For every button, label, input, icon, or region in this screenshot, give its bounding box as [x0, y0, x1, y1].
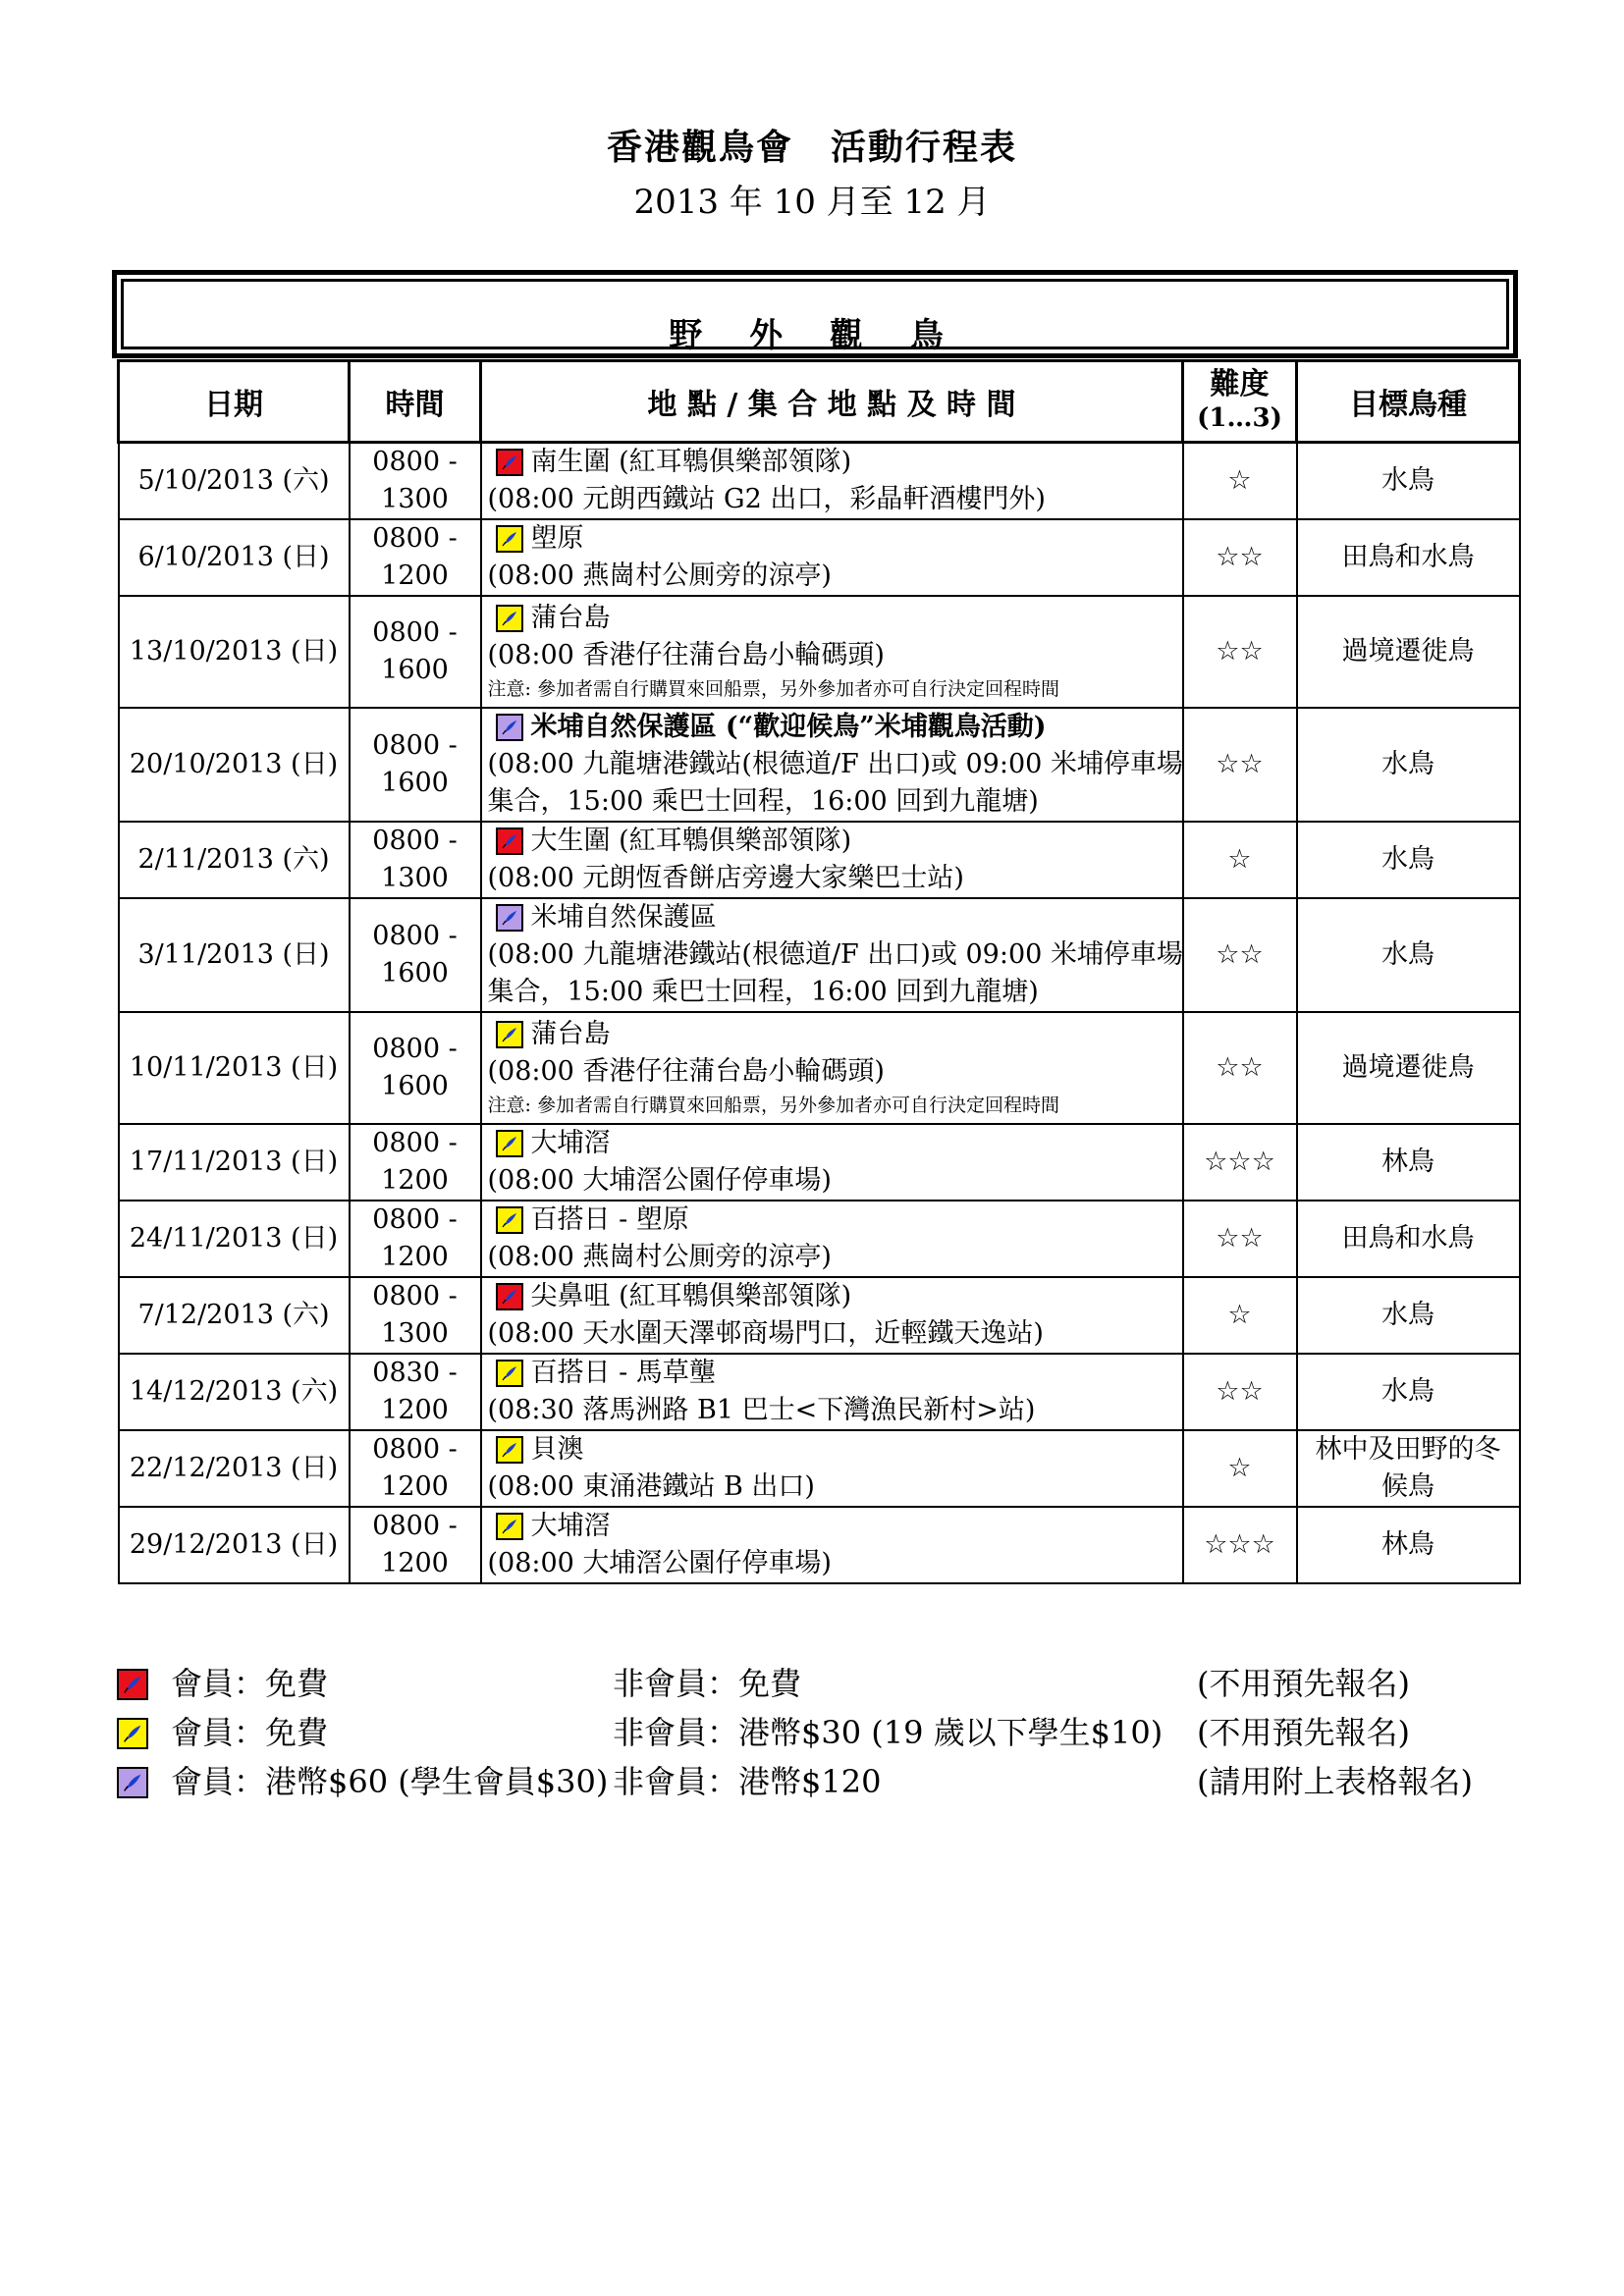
row-time	[350, 822, 481, 898]
page-subtitle: 2013 年 10 月至 12 月	[633, 183, 991, 222]
time-end: 1200	[381, 1548, 449, 1578]
row-location	[481, 1354, 1183, 1430]
time-end: 1200	[381, 1242, 449, 1272]
row-time	[350, 898, 481, 1012]
location-name: 大埔滘	[530, 1511, 611, 1541]
row-date: 5/10/2013 (六)	[119, 443, 350, 520]
row-target: 田鳥和水鳥	[1297, 1201, 1520, 1277]
time-start: 0830 -	[372, 1358, 458, 1388]
purple-bird-icon	[496, 904, 523, 932]
row-target: 田鳥和水鳥	[1297, 519, 1520, 596]
location-name: 米埔自然保護區	[530, 902, 717, 933]
section-title: 野 外 觀 鳥	[669, 316, 961, 355]
legend-nonmember-fee: 非會員：港幣$120	[613, 1763, 882, 1800]
location-line	[488, 1201, 1176, 1239]
legend-nonmember-fee: 非會員：港幣$30 (19 歲以下學生$10)	[613, 1714, 1164, 1751]
purple-bird-icon	[117, 1767, 148, 1798]
row-date: 2/11/2013 (六)	[119, 822, 350, 898]
row-time	[350, 1124, 481, 1201]
row-date: 29/12/2013 (日)	[119, 1507, 350, 1583]
row-date: 10/11/2013 (日)	[119, 1012, 350, 1124]
time-end: 1300	[381, 863, 449, 893]
location-detail: (08:00 九龍塘港鐵站(根德道/F 出口)或 09:00 米埔停車場	[487, 939, 1183, 970]
header-difficulty-label: 難度	[1210, 367, 1270, 401]
table-row	[119, 1012, 1520, 1124]
row-target: 水鳥	[1297, 443, 1520, 520]
location-detail: 集合，15:00 乘巴士回程，16:00 回到九龍塘)	[487, 786, 1039, 817]
time-end: 1600	[381, 655, 449, 685]
location-line	[488, 1278, 1176, 1315]
location-line	[488, 1355, 1176, 1392]
time-start: 0800 -	[372, 921, 458, 951]
row-time	[350, 708, 481, 822]
location-line	[488, 823, 1176, 860]
location-name: 蒲台島	[530, 603, 611, 633]
location-line	[488, 899, 1176, 936]
row-target: 林鳥	[1297, 1124, 1520, 1201]
time-end: 1300	[381, 484, 449, 514]
table-row	[119, 596, 1520, 708]
header-difficulty	[1183, 361, 1297, 443]
yellow-bird-icon	[496, 1021, 523, 1048]
row-target: 水鳥	[1297, 1354, 1520, 1430]
header-difficulty-range: (1…3)	[1197, 403, 1282, 433]
time-start: 0800 -	[372, 826, 458, 856]
row-target: 林鳥	[1297, 1507, 1520, 1583]
location-name: 塱原	[530, 523, 584, 554]
location-detail: (08:00 大埔滘公園仔停車場)	[487, 1548, 832, 1578]
schedule-table	[117, 359, 1521, 1584]
location-name: 米埔自然保護區 (“歡迎候鳥”米埔觀鳥活動)	[530, 712, 1047, 742]
time-start: 0800 -	[372, 1204, 458, 1235]
location-line	[488, 1016, 1176, 1053]
legend-member-fee: 會員：港幣$60 (學生會員$30)	[171, 1763, 609, 1800]
row-location	[481, 1277, 1183, 1354]
time-start: 0800 -	[372, 1281, 458, 1311]
legend-registration: (不用預先報名)	[1197, 1714, 1410, 1751]
time-end: 1200	[381, 1395, 449, 1425]
table-row	[119, 1354, 1520, 1430]
time-start: 0800 -	[372, 617, 458, 648]
time-end: 1200	[381, 561, 449, 591]
location-detail: 集合，15:00 乘巴士回程，16:00 回到九龍塘)	[487, 977, 1039, 1007]
legend-registration: (不用預先報名)	[1197, 1665, 1410, 1702]
location-detail: (08:00 元朗恆香餅店旁邊大家樂巴士站)	[487, 863, 964, 893]
red-bird-icon	[496, 449, 523, 476]
row-difficulty: ☆☆	[1183, 898, 1297, 1012]
table-row	[119, 822, 1520, 898]
row-location	[481, 1201, 1183, 1277]
row-target: 水鳥	[1297, 822, 1520, 898]
row-target: 水鳥	[1297, 1277, 1520, 1354]
location-detail: (08:00 東涌港鐵站 B 出口)	[487, 1471, 815, 1502]
row-location	[481, 1124, 1183, 1201]
location-detail: (08:00 燕崗村公厠旁的涼亭)	[487, 561, 832, 591]
row-date: 13/10/2013 (日)	[119, 596, 350, 708]
legend-row	[117, 1659, 1531, 1708]
row-difficulty: ☆☆	[1183, 1012, 1297, 1124]
row-target: 水鳥	[1297, 708, 1520, 822]
row-date: 17/11/2013 (日)	[119, 1124, 350, 1201]
location-detail: (08:00 香港仔往蒲台島小輪碼頭)	[487, 1056, 885, 1087]
table-row	[119, 1430, 1520, 1507]
row-time	[350, 1277, 481, 1354]
legend-row	[117, 1708, 1531, 1757]
row-date: 20/10/2013 (日)	[119, 708, 350, 822]
location-detail: (08:00 元朗西鐵站 G2 出口，彩晶軒酒樓門外)	[487, 484, 1046, 514]
row-difficulty: ☆	[1183, 1430, 1297, 1507]
row-location	[481, 596, 1183, 708]
row-difficulty: ☆☆☆	[1183, 1507, 1297, 1583]
time-end: 1200	[381, 1471, 449, 1502]
row-difficulty: ☆☆	[1183, 519, 1297, 596]
location-line	[488, 444, 1176, 481]
purple-bird-icon	[496, 714, 523, 741]
row-time	[350, 1430, 481, 1507]
location-name: 大生圍 (紅耳鵯俱樂部領隊)	[530, 826, 852, 856]
location-detail: (08:00 大埔滘公園仔停車場)	[487, 1165, 832, 1196]
table-row	[119, 1507, 1520, 1583]
table-row	[119, 708, 1520, 822]
row-date: 7/12/2013 (六)	[119, 1277, 350, 1354]
location-detail: (08:00 天水圍天澤邨商場門口，近輕鐵天逸站)	[487, 1318, 1044, 1349]
time-end: 1600	[381, 958, 449, 988]
location-name: 貝澳	[530, 1434, 584, 1465]
row-time	[350, 1012, 481, 1124]
row-difficulty: ☆	[1183, 443, 1297, 520]
row-difficulty: ☆	[1183, 822, 1297, 898]
location-detail: (08:30 落馬洲路 B1 巴士<下灣漁民新村>站)	[487, 1395, 1036, 1425]
table-row	[119, 898, 1520, 1012]
row-difficulty: ☆☆☆	[1183, 1124, 1297, 1201]
red-bird-icon	[117, 1669, 148, 1700]
table-row	[119, 1201, 1520, 1277]
table-row	[119, 1124, 1520, 1201]
row-time	[350, 1201, 481, 1277]
row-location	[481, 1507, 1183, 1583]
page-title: 香港觀鳥會 活動行程表	[606, 128, 1017, 168]
row-location	[481, 1012, 1183, 1124]
location-line	[488, 1125, 1176, 1162]
row-time	[350, 1507, 481, 1583]
table-row	[119, 443, 1520, 520]
section-banner	[112, 270, 1518, 358]
row-location	[481, 822, 1183, 898]
row-target: 過境遷徙鳥	[1297, 1012, 1520, 1124]
row-date: 3/11/2013 (日)	[119, 898, 350, 1012]
location-detail: (08:00 香港仔往蒲台島小輪碼頭)	[487, 640, 885, 670]
legend-member-fee: 會員：免費	[171, 1665, 329, 1702]
row-time	[350, 1354, 481, 1430]
row-date: 24/11/2013 (日)	[119, 1201, 350, 1277]
row-location	[481, 708, 1183, 822]
time-start: 0800 -	[372, 1128, 458, 1158]
location-line	[488, 600, 1176, 637]
yellow-bird-icon	[496, 1206, 523, 1234]
header-target: 目標鳥種	[1297, 361, 1520, 443]
time-start: 0800 -	[372, 523, 458, 554]
row-difficulty: ☆	[1183, 1277, 1297, 1354]
row-target: 林中及田野的冬候鳥	[1297, 1430, 1520, 1507]
row-difficulty: ☆☆	[1183, 596, 1297, 708]
time-start: 0800 -	[372, 1434, 458, 1465]
red-bird-icon	[496, 1283, 523, 1310]
location-line	[488, 709, 1176, 746]
row-time	[350, 443, 481, 520]
location-detail: (08:00 燕崗村公厠旁的涼亭)	[487, 1242, 832, 1272]
row-date: 22/12/2013 (日)	[119, 1430, 350, 1507]
location-name: 大埔滘	[530, 1128, 611, 1158]
time-end: 1300	[381, 1318, 449, 1349]
header-location: 地 點 / 集 合 地 點 及 時 間	[481, 361, 1183, 443]
red-bird-icon	[496, 828, 523, 855]
location-line	[488, 1508, 1176, 1545]
time-start: 0800 -	[372, 1511, 458, 1541]
yellow-bird-icon	[496, 1436, 523, 1464]
legend-registration: (請用附上表格報名)	[1197, 1763, 1473, 1800]
table-row	[119, 1277, 1520, 1354]
row-time	[350, 596, 481, 708]
row-location	[481, 898, 1183, 1012]
time-end: 1600	[381, 768, 449, 798]
row-location	[481, 1430, 1183, 1507]
location-name: 百搭日 - 塱原	[530, 1204, 689, 1235]
row-difficulty: ☆☆	[1183, 1354, 1297, 1430]
header-time: 時間	[350, 361, 481, 443]
table-row	[119, 519, 1520, 596]
yellow-bird-icon	[496, 1130, 523, 1157]
location-note: 注意: 參加者需自行購買來回船票，另外參加者亦可自行決定回程時間	[487, 1095, 1059, 1116]
location-name: 蒲台島	[530, 1019, 611, 1049]
location-name: 尖鼻咀 (紅耳鵯俱樂部領隊)	[530, 1281, 852, 1311]
legend-nonmember-fee: 非會員：免費	[613, 1665, 802, 1702]
location-note: 注意: 參加者需自行購買來回船票，另外參加者亦可自行決定回程時間	[487, 678, 1059, 700]
schedule-body	[119, 443, 1520, 1584]
row-target: 過境遷徙鳥	[1297, 596, 1520, 708]
time-start: 0800 -	[372, 447, 458, 477]
row-location	[481, 443, 1183, 520]
time-start: 0800 -	[372, 1034, 458, 1064]
time-end: 1600	[381, 1071, 449, 1101]
location-line	[488, 1431, 1176, 1468]
location-name: 百搭日 - 馬草壟	[530, 1358, 716, 1388]
location-line	[488, 520, 1176, 558]
row-date: 14/12/2013 (六)	[119, 1354, 350, 1430]
time-start: 0800 -	[372, 730, 458, 761]
fee-legend	[117, 1659, 1531, 1806]
location-name: 南生圍 (紅耳鵯俱樂部領隊)	[530, 447, 852, 477]
row-location	[481, 519, 1183, 596]
row-date: 6/10/2013 (日)	[119, 519, 350, 596]
table-header-row	[119, 361, 1520, 443]
row-difficulty: ☆☆	[1183, 708, 1297, 822]
yellow-bird-icon	[496, 525, 523, 553]
yellow-bird-icon	[117, 1718, 148, 1749]
row-target: 水鳥	[1297, 898, 1520, 1012]
yellow-bird-icon	[496, 605, 523, 632]
legend-row	[117, 1757, 1531, 1806]
legend-member-fee: 會員：免費	[171, 1714, 329, 1751]
row-difficulty: ☆☆	[1183, 1201, 1297, 1277]
row-time	[350, 519, 481, 596]
location-detail: (08:00 九龍塘港鐵站(根德道/F 出口)或 09:00 米埔停車場	[487, 749, 1183, 779]
yellow-bird-icon	[496, 1360, 523, 1387]
header-date: 日期	[119, 361, 350, 443]
time-end: 1200	[381, 1165, 449, 1196]
yellow-bird-icon	[496, 1513, 523, 1540]
